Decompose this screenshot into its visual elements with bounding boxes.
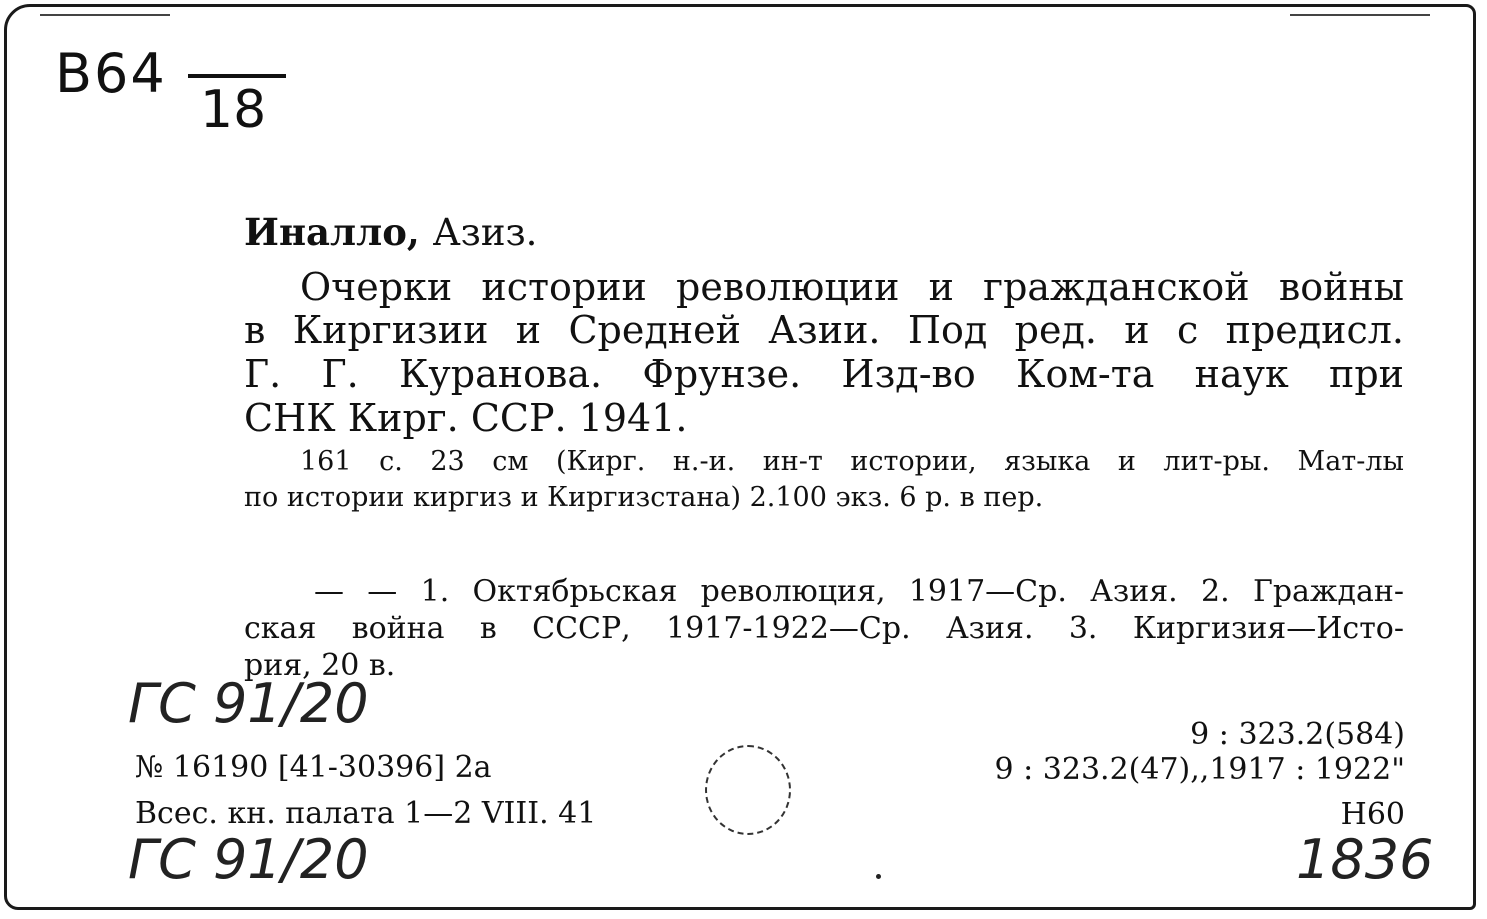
subject-line-1: — — 1. Октябрьская революция, 1917—Ср. Азия. 2. Граждан- [314,574,1404,609]
author-surname: Иналло, [244,210,420,254]
shelf-mark-bottom: 18 [200,80,267,140]
title-line-2: в Киргизии и Средней Азии. Под ред. и с предисл. [244,308,1404,352]
classification-2: 9 : 323.2(47),,1917 : 1922" [994,752,1405,787]
author-heading [244,210,537,254]
top-scratch [1290,14,1430,16]
author-given-name: Азиз. [432,211,538,254]
handwritten-gs-top: ГС 91/20 [128,672,369,735]
shelf-mark-top: B64 [55,42,167,105]
collation-line-2: по истории киргиз и Киргизстана) 2.100 экз. 6 р. в пер. [244,482,1044,513]
handwritten-number: 1836 [1296,828,1434,891]
title-line-1: Очерки истории революции и гражданской войны [300,265,1404,309]
collation-line-1: 161 с. 23 см (Кирг. н.-и. ин-т истории, языка и лит-ры. Мат-лы [300,446,1404,477]
top-scratch [40,14,170,16]
subject-line-3: рия, 20 в. [244,648,396,683]
stamp-circle [705,745,791,835]
subject-line-2: ская война в СССР, 1917-1922—Ср. Азия. 3. Киргизия—Исто- [244,611,1404,646]
record-number: № 16190 [41-30396] 2а [135,750,492,785]
ink-dot [876,874,881,879]
classification-1: 9 : 323.2(584) [1190,717,1405,752]
book-chamber-line: Всес. кн. палата 1—2 VIII. 41 [135,796,597,831]
handwritten-gs-bottom: ГС 91/20 [128,828,369,891]
shelf-mark-fraction-bar [188,74,286,78]
title-line-3: Г. Г. Куранова. Фрунзе. Изд-во Ком-та наук при [244,352,1404,396]
title-line-4: СНК Кирг. ССР. 1941. [244,396,688,440]
classification-3: Н60 [1340,797,1405,832]
